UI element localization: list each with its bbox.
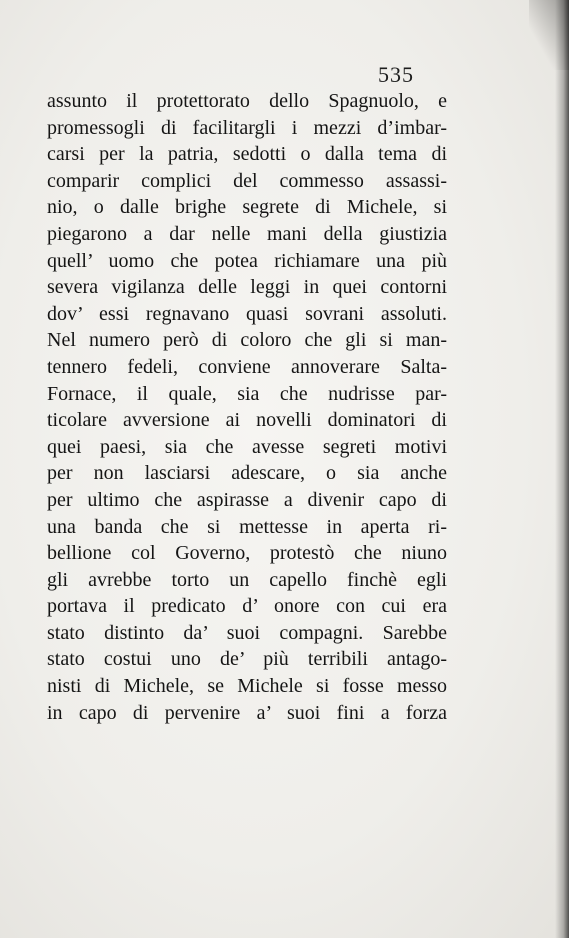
text-line: tennero fedeli, conviene annoverare Salta- [47, 355, 447, 378]
text-line: stato costui uno de’ più terribili antago- [47, 648, 447, 671]
text-line: assunto il protettorato dello Spagnuolo, e [47, 90, 447, 112]
text-line: severa vigilanza delle leggi in quei contorni [47, 276, 447, 299]
text-line: quell’ uomo che potea richiamare una più [47, 249, 447, 272]
text-line: una banda che si mettesse in aperta ri- [47, 515, 447, 538]
page-number: 535 [378, 62, 414, 87]
text-line: nisti di Michele, se Michele si fosse messo [47, 675, 447, 698]
text-line: per ultimo che aspirasse a divenir capo di [47, 488, 447, 511]
text-line: comparir complici del commesso assassi- [47, 169, 447, 192]
text-line: ticolare avversione ai novelli dominatori di [47, 409, 447, 432]
page-edge-shadow [555, 0, 569, 938]
text-line: quei paesi, sia che avesse segreti motivi [47, 435, 447, 458]
text-line: carsi per la patria, sedotti o dalla tema di [47, 143, 447, 166]
text-line: nio, o dalle brighe segrete di Michele, si [47, 196, 447, 219]
text-line: piegarono a dar nelle mani della giustizia [47, 222, 447, 245]
text-line: stato distinto da’ suoi compagni. Sarebbe [47, 621, 447, 644]
text-line: per non lasciarsi adescare, o sia anche [47, 462, 447, 485]
text-line: Fornace, il quale, sia che nudrisse par- [47, 382, 447, 405]
text-line: portava il predicato d’ onore con cui era [47, 595, 447, 618]
text-line: bellione col Governo, protestò che niuno [47, 542, 447, 565]
text-line: promessogli di facilitargli i mezzi d’imbar- [47, 116, 447, 139]
text-line: gli avrebbe torto un capello finchè egli [47, 568, 447, 591]
text-line: in capo di pervenire a’ suoi fini a forza [47, 701, 447, 724]
text-line: Nel numero però di coloro che gli si man- [47, 329, 447, 352]
body-text [47, 88, 447, 726]
text-line: dov’ essi regnavano quasi sovrani assoluti. [47, 302, 447, 325]
